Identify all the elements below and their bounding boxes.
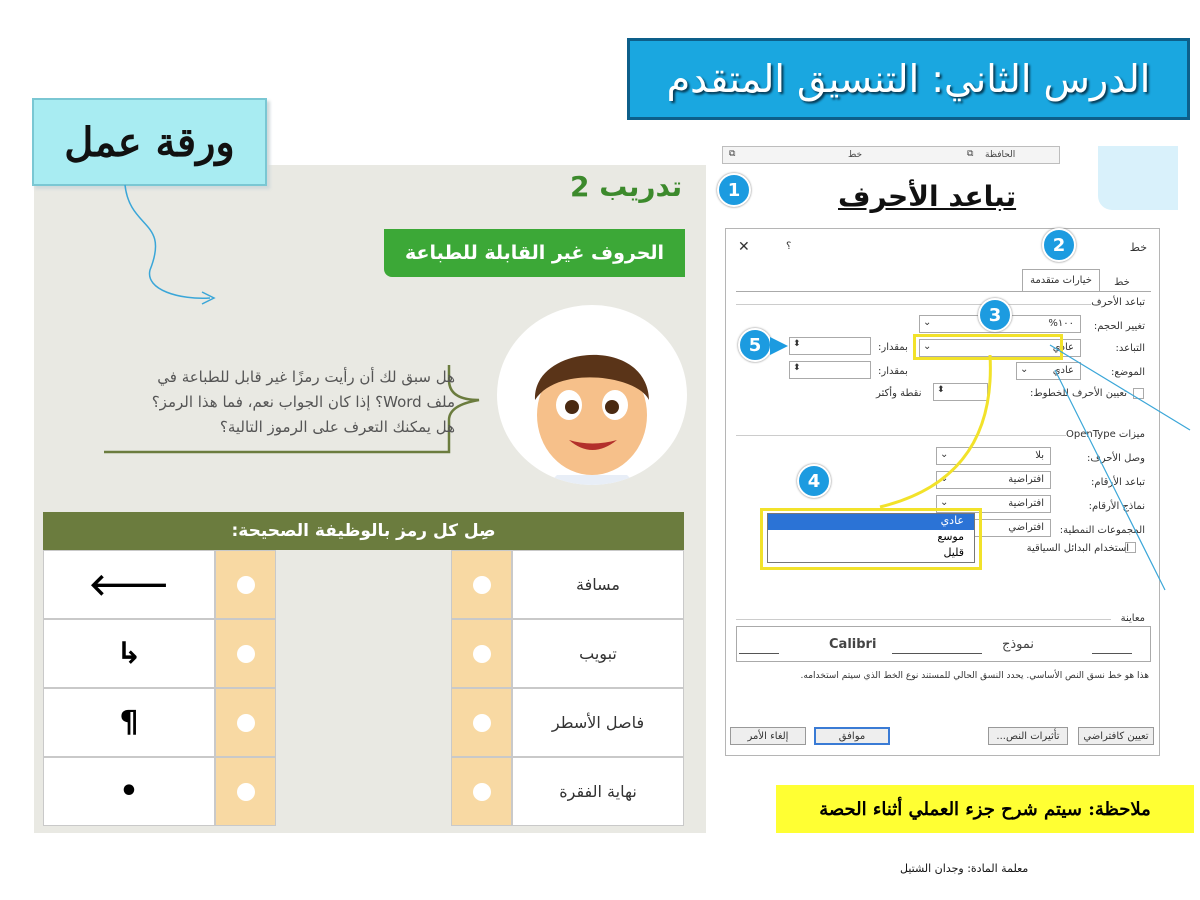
- connector-line: [870, 355, 1000, 515]
- chevron-down-icon: ⌄: [940, 497, 949, 508]
- symbol-cell: ↳: [43, 619, 215, 688]
- callout-2: 2: [1042, 228, 1076, 262]
- section-heading: تباعد الأحرف: [838, 180, 1017, 213]
- group-spacing-label: تباعد الأحرف: [1091, 297, 1145, 308]
- chevron-down-icon: ⌄: [940, 473, 949, 484]
- preview-group-label: معاينة: [1120, 613, 1145, 624]
- table-row: [43, 550, 684, 619]
- match-dot-left[interactable]: [215, 619, 276, 688]
- position-spinner[interactable]: [789, 361, 871, 379]
- dialog-title: خط: [1129, 241, 1147, 254]
- chevron-down-icon: ⌄: [923, 317, 932, 328]
- num-spacing-label: تباعد الأرقام:: [1091, 477, 1145, 488]
- contextual-label: استخدام البدائل السياقية: [1026, 543, 1129, 554]
- note-banner: ملاحظة: سيتم شرح جزء العملي أثناء الحصة: [776, 785, 1194, 833]
- dialog-launcher-icon[interactable]: ⧉: [967, 149, 974, 159]
- divider: [736, 304, 1091, 305]
- question-line: هل سبق لك أن رأيت رمزًا غير قابل للطباعة في: [157, 368, 455, 386]
- match-dot-left[interactable]: [215, 550, 276, 619]
- by2-label: بمقدار:: [878, 366, 908, 377]
- table-row: [43, 619, 684, 688]
- tab-divider: [736, 291, 1151, 292]
- opentype-group-label: ميزات OpenType: [1066, 429, 1145, 440]
- ribbon-font: خط: [848, 150, 863, 160]
- ligatures-label: وصل الأحرف:: [1087, 453, 1145, 464]
- match-dot-left[interactable]: [215, 688, 276, 757]
- preview-rule: [1092, 653, 1132, 654]
- preview-calibri: Calibri: [829, 637, 877, 652]
- spacing-value: عادي: [1052, 342, 1074, 353]
- tab-advanced-label: خيارات متقدمة: [1030, 275, 1092, 286]
- scale-label: تغيير الحجم:: [1093, 321, 1145, 332]
- chevron-down-icon: ⌄: [940, 449, 949, 460]
- position-value: عادي: [1052, 365, 1074, 376]
- preview-note: هذا هو خط نسق النص الأساسي. يحدد النسق الحالي للمستند نوع الخط الذي سيتم استخدامه.: [800, 671, 1149, 681]
- text-effects-button[interactable]: تأثيرات النص...: [988, 727, 1068, 745]
- label-cell: فاصل الأسطر: [512, 688, 684, 757]
- label-cell: تبويب: [512, 619, 684, 688]
- table-row: [43, 688, 684, 757]
- callout-3: 3: [978, 298, 1012, 332]
- label-cell: نهاية الفقرة: [512, 757, 684, 826]
- kerning-label: تعيين الأحرف للخطوط:: [1030, 388, 1127, 399]
- num-forms-label: نماذج الأرقام:: [1088, 501, 1145, 512]
- highlight-box: [760, 508, 982, 570]
- close-icon[interactable]: ✕: [738, 239, 750, 255]
- arrow-icon: [110, 180, 230, 310]
- symbol-cell: •: [43, 757, 215, 826]
- dialog-launcher-icon[interactable]: ⧉: [729, 149, 736, 159]
- dropdown-option[interactable]: موسع: [937, 530, 964, 543]
- chevron-down-icon: ⌄: [923, 341, 932, 352]
- matching-table: [43, 512, 684, 828]
- symbol-cell: 🡐: [43, 550, 215, 619]
- match-dot-right[interactable]: [451, 619, 512, 688]
- preview-rule: [892, 653, 982, 654]
- callout-1: 1: [717, 173, 751, 207]
- avatar: [497, 305, 687, 485]
- stylistic-value: افتراضي: [1008, 522, 1044, 533]
- cancel-button[interactable]: إلغاء الأمر: [730, 727, 806, 745]
- label-cell: مسافة: [512, 550, 684, 619]
- teacher-credit: معلمة المادة: وجدان الشتيل: [900, 862, 1029, 875]
- tab-font-label: خط: [1114, 276, 1130, 288]
- callout-arrow-icon: [768, 335, 798, 357]
- preview-sample: نموذج: [1002, 637, 1035, 652]
- table-header: صِل كل رمز بالوظيفة الصحيحة:: [43, 512, 684, 550]
- side-card: [1098, 146, 1178, 210]
- question-line: ملف Word؟ إذا كان الجواب نعم، فما هذا الرمز؟: [151, 393, 455, 411]
- lesson-title: الدرس الثاني: التنسيق المتقدم: [627, 38, 1190, 120]
- callout-4: 4: [797, 464, 831, 498]
- ribbon-snippet: [722, 146, 1060, 164]
- preview-box: [736, 626, 1151, 662]
- training-subtitle: الحروف غير القابلة للطباعة: [384, 229, 685, 277]
- match-dot-right[interactable]: [451, 757, 512, 826]
- match-dot-right[interactable]: [451, 688, 512, 757]
- tab-font[interactable]: [1102, 273, 1142, 291]
- dropdown-option[interactable]: عادي: [768, 514, 974, 530]
- table-row: [43, 757, 684, 826]
- set-default-button[interactable]: تعيين كافتراضي: [1078, 727, 1154, 745]
- worksheet-label: ورقة عمل: [32, 98, 267, 186]
- chevron-down-icon: ⌄: [1020, 364, 1029, 375]
- tab-advanced[interactable]: [1022, 269, 1100, 291]
- ligatures-value: بلا: [1035, 450, 1044, 461]
- spinner-icon[interactable]: ⬍: [937, 385, 945, 395]
- callout-5: 5: [738, 328, 772, 362]
- spinner-icon[interactable]: ⬍: [793, 363, 801, 373]
- stylistic-label: المجموعات النمطية:: [1059, 525, 1145, 536]
- spinner-icon[interactable]: ⬍: [793, 339, 801, 349]
- by-label: بمقدار:: [878, 342, 908, 353]
- pointer-lines: [1045, 340, 1200, 620]
- dropdown-option[interactable]: قليل: [943, 546, 964, 559]
- ribbon-clipboard: الحافظة: [985, 150, 1016, 160]
- ok-button[interactable]: موافق: [814, 727, 890, 745]
- question-text: [125, 365, 455, 440]
- question-line: هل يمكنك التعرف على الرموز التالية؟: [219, 418, 455, 436]
- position-label: الموضع:: [1111, 367, 1145, 378]
- preview-rule: [739, 653, 779, 654]
- match-dot-right[interactable]: [451, 550, 512, 619]
- by-spinner[interactable]: [789, 337, 871, 355]
- symbol-cell: ¶: [43, 688, 215, 757]
- training-title: تدريب 2: [570, 170, 683, 203]
- num-forms-value: افتراضية: [1008, 498, 1044, 509]
- kerning-suffix: نقطة وأكثر: [876, 388, 922, 399]
- help-icon[interactable]: ؟: [786, 241, 792, 252]
- match-dot-left[interactable]: [215, 757, 276, 826]
- num-spacing-value: افتراضية: [1008, 474, 1044, 485]
- scale-value: ١٠٠%: [1048, 318, 1074, 329]
- spacing-label: التباعد:: [1115, 343, 1145, 354]
